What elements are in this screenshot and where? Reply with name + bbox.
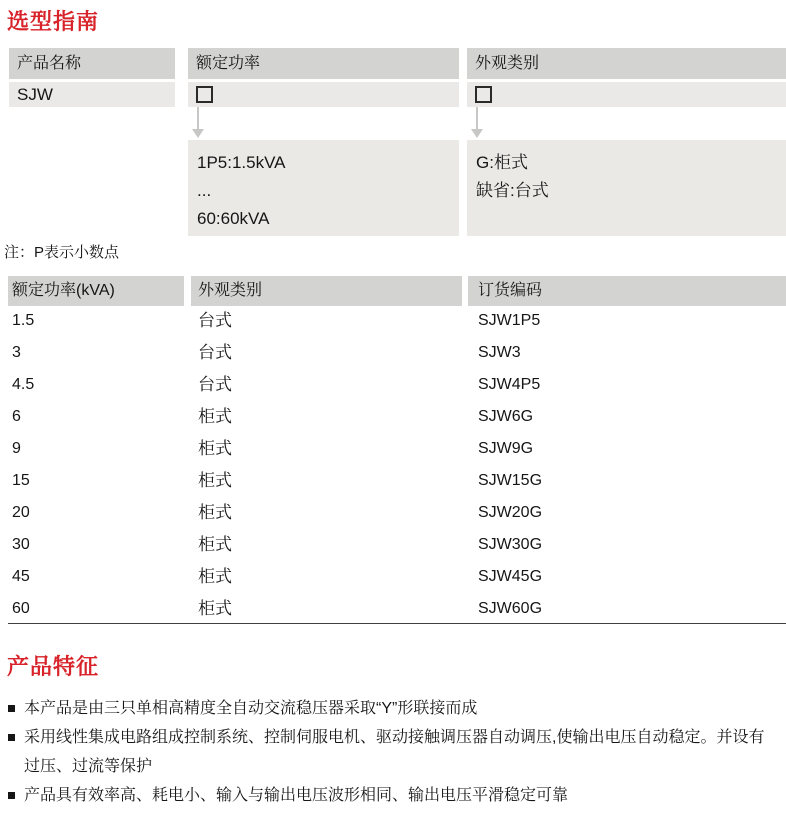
appearance-cell: 台式 — [198, 375, 232, 394]
order-header-order-code: 订货编码 — [468, 276, 786, 306]
list-item — [8, 723, 780, 781]
order-code-cell: SJW9G — [478, 440, 534, 457]
product-features-heading: 产品特征 — [7, 654, 100, 679]
down-arrow-icon — [192, 129, 204, 138]
rated-power-cell: 1.5 — [12, 312, 35, 329]
power-option: 60:60kVA — [197, 209, 270, 228]
list-item — [8, 694, 780, 723]
order-code-cell: SJW3 — [478, 344, 521, 361]
appearance-cell: 柜式 — [198, 439, 232, 458]
rated-power-cell: 45 — [12, 568, 30, 585]
rated-power-cell: 6 — [12, 408, 21, 425]
down-arrow-icon — [197, 107, 199, 130]
rated-power-cell: 9 — [12, 440, 21, 457]
appearance-cell: 柜式 — [198, 503, 232, 522]
appearance-cell: 柜式 — [198, 407, 232, 426]
down-arrow-icon — [471, 129, 483, 138]
selection-guide-heading: 选型指南 — [7, 9, 100, 34]
appearance-checkbox-icon — [475, 86, 492, 103]
rated-power-cell: 15 — [12, 472, 30, 489]
appearance-cell: 柜式 — [198, 535, 232, 554]
table-row — [0, 369, 786, 401]
rated-power-cell: 4.5 — [12, 376, 35, 393]
order-table-body — [0, 305, 786, 625]
order-code-cell: SJW60G — [478, 600, 543, 617]
decimal-point-note: 注：P表示小数点 — [4, 244, 120, 261]
rated-power-cell: 30 — [12, 536, 30, 553]
appearance-option: 缺省:台式 — [476, 181, 549, 200]
rated-power-cell: 60 — [12, 600, 30, 617]
bullet-square-icon — [8, 792, 15, 799]
order-header-appearance: 外观类别 — [191, 276, 462, 306]
power-option: 1P5:1.5kVA — [197, 153, 286, 172]
bullet-square-icon — [8, 734, 15, 741]
order-code-cell: SJW20G — [478, 504, 543, 521]
rated-power-cell: 3 — [12, 344, 21, 361]
appearance-cell: 台式 — [198, 343, 232, 362]
order-code-cell: SJW30G — [478, 536, 543, 553]
selector-header-rated-power: 额定功率 — [188, 48, 459, 79]
rated-power-cell: 20 — [12, 504, 30, 521]
selector-header-product-name: 产品名称 — [9, 48, 175, 79]
product-name-value: SJW — [9, 82, 175, 107]
appearance-cell: 柜式 — [198, 567, 232, 586]
table-row — [0, 337, 786, 369]
order-code-cell: SJW45G — [478, 568, 543, 585]
order-code-cell: SJW1P5 — [478, 312, 541, 329]
order-code-cell: SJW4P5 — [478, 376, 541, 393]
order-code-cell: SJW6G — [478, 408, 534, 425]
bullet-square-icon — [8, 705, 15, 712]
feature-text: 采用线性集成电路组成控制系统、控制伺服电机、驱动接触调压器自动调压,使输出电压自动稳定。并设有过压、过流等保护 — [24, 729, 765, 775]
table-row — [0, 561, 786, 593]
feature-text: 产品具有效率高、耗电小、输入与输出电压波形相同、输出电压平滑稳定可靠 — [24, 787, 569, 804]
list-item — [8, 781, 780, 810]
order-header-rated-power: 额定功率(kVA) — [8, 276, 184, 306]
table-row — [0, 593, 786, 625]
appearance-cell: 台式 — [198, 311, 232, 330]
feature-text: 本产品是由三只单相高精度全自动交流稳压器采取“Y”形联接而成 — [24, 700, 478, 717]
table-row — [0, 305, 786, 337]
table-row — [0, 401, 786, 433]
table-row — [0, 465, 786, 497]
power-option-ellipsis: ... — [197, 181, 212, 200]
down-arrow-icon — [476, 107, 478, 130]
rated-power-placeholder-cell — [188, 82, 459, 107]
appearance-cell: 柜式 — [198, 599, 232, 618]
appearance-options-box — [467, 140, 786, 236]
power-options-box — [188, 140, 459, 236]
selector-header-appearance: 外观类别 — [467, 48, 786, 79]
table-bottom-rule — [8, 623, 786, 624]
appearance-option: G:柜式 — [476, 153, 528, 172]
appearance-cell: 柜式 — [198, 471, 232, 490]
appearance-placeholder-cell — [467, 82, 786, 107]
table-row — [0, 433, 786, 465]
rated-power-checkbox-icon — [196, 86, 213, 103]
order-code-cell: SJW15G — [478, 472, 543, 489]
feature-list — [8, 694, 780, 810]
table-row — [0, 529, 786, 561]
table-row — [0, 497, 786, 529]
